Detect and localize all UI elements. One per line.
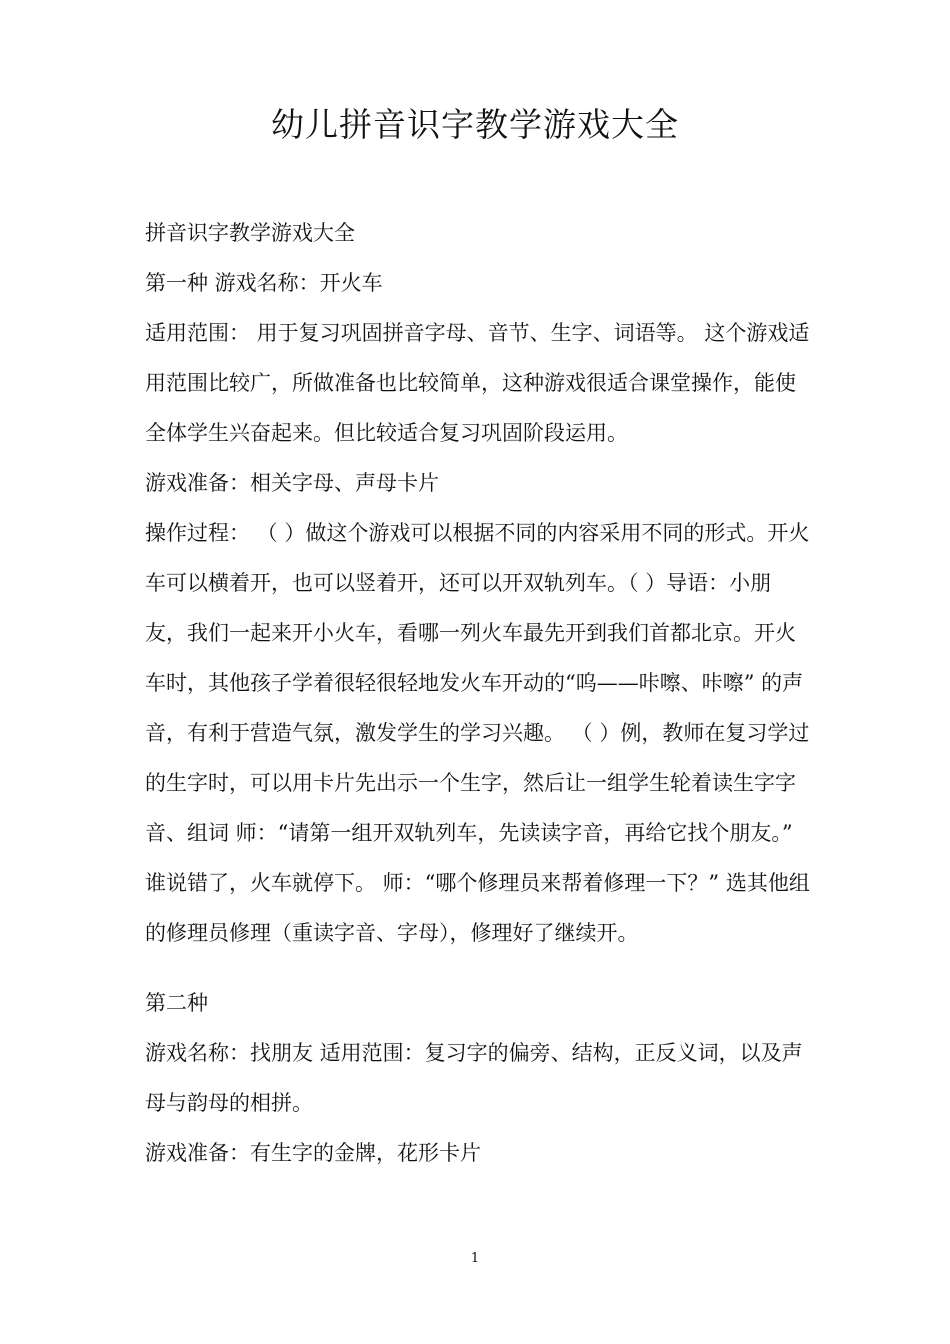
game-one-heading: 第一种 游戏名称：开火车	[145, 271, 383, 295]
game-two-name-scope: 游戏名称：找朋友 适用范围：复习字的偏旁、结构，正反义词，以及声母与韵母的相拼。	[145, 1041, 803, 1115]
game-one-preparation: 游戏准备：相关字母、声母卡片	[145, 471, 439, 495]
subtitle-paragraph: 拼音识字教学游戏大全	[145, 221, 355, 245]
page-number: 1	[470, 1251, 480, 1266]
document-title: 幼儿拼音识字教学游戏大全	[271, 105, 679, 144]
game-one-procedure: 操作过程： （ ）做这个游戏可以根据不同的内容采用不同的形式。开火车可以横着开，也可以竖着开，还可以开双轨列车。（ ）导语：小朋友，我们一起来开小火车，看哪一列火车最先开到我们首都北京。开火车时，其他孩子学着很轻很轻地发火车开动的“呜——咔嚓、咔嚓” 的声音，有利于营造气氛，激发学生的学习兴趣。 （ ）例，教师在复习学过的生字时，可以用卡片先出示一个生字，然后让一组学生轮着读生字字音、组词 师：“请第一组开双轨列车，先读读字音，再给它找个朋友。” 谁说错了，火车就停下。 师：“哪个修理员来帮着修理一下？” 选其他组的修理员修理（重读字音、字母），修理好了继续开。	[145, 521, 810, 945]
game-two-heading: 第二种	[145, 991, 208, 1015]
document-body	[145, 208, 810, 1178]
game-two-preparation: 游戏准备：有生字的金牌，花形卡片	[145, 1141, 481, 1165]
game-one-scope: 适用范围： 用于复习巩固拼音字母、音节、生字、词语等。 这个游戏适用范围比较广，所做准备也比较简单，这种游戏很适合课堂操作，能使全体学生兴奋起来。但比较适合复习巩固阶段运用。	[145, 321, 810, 445]
